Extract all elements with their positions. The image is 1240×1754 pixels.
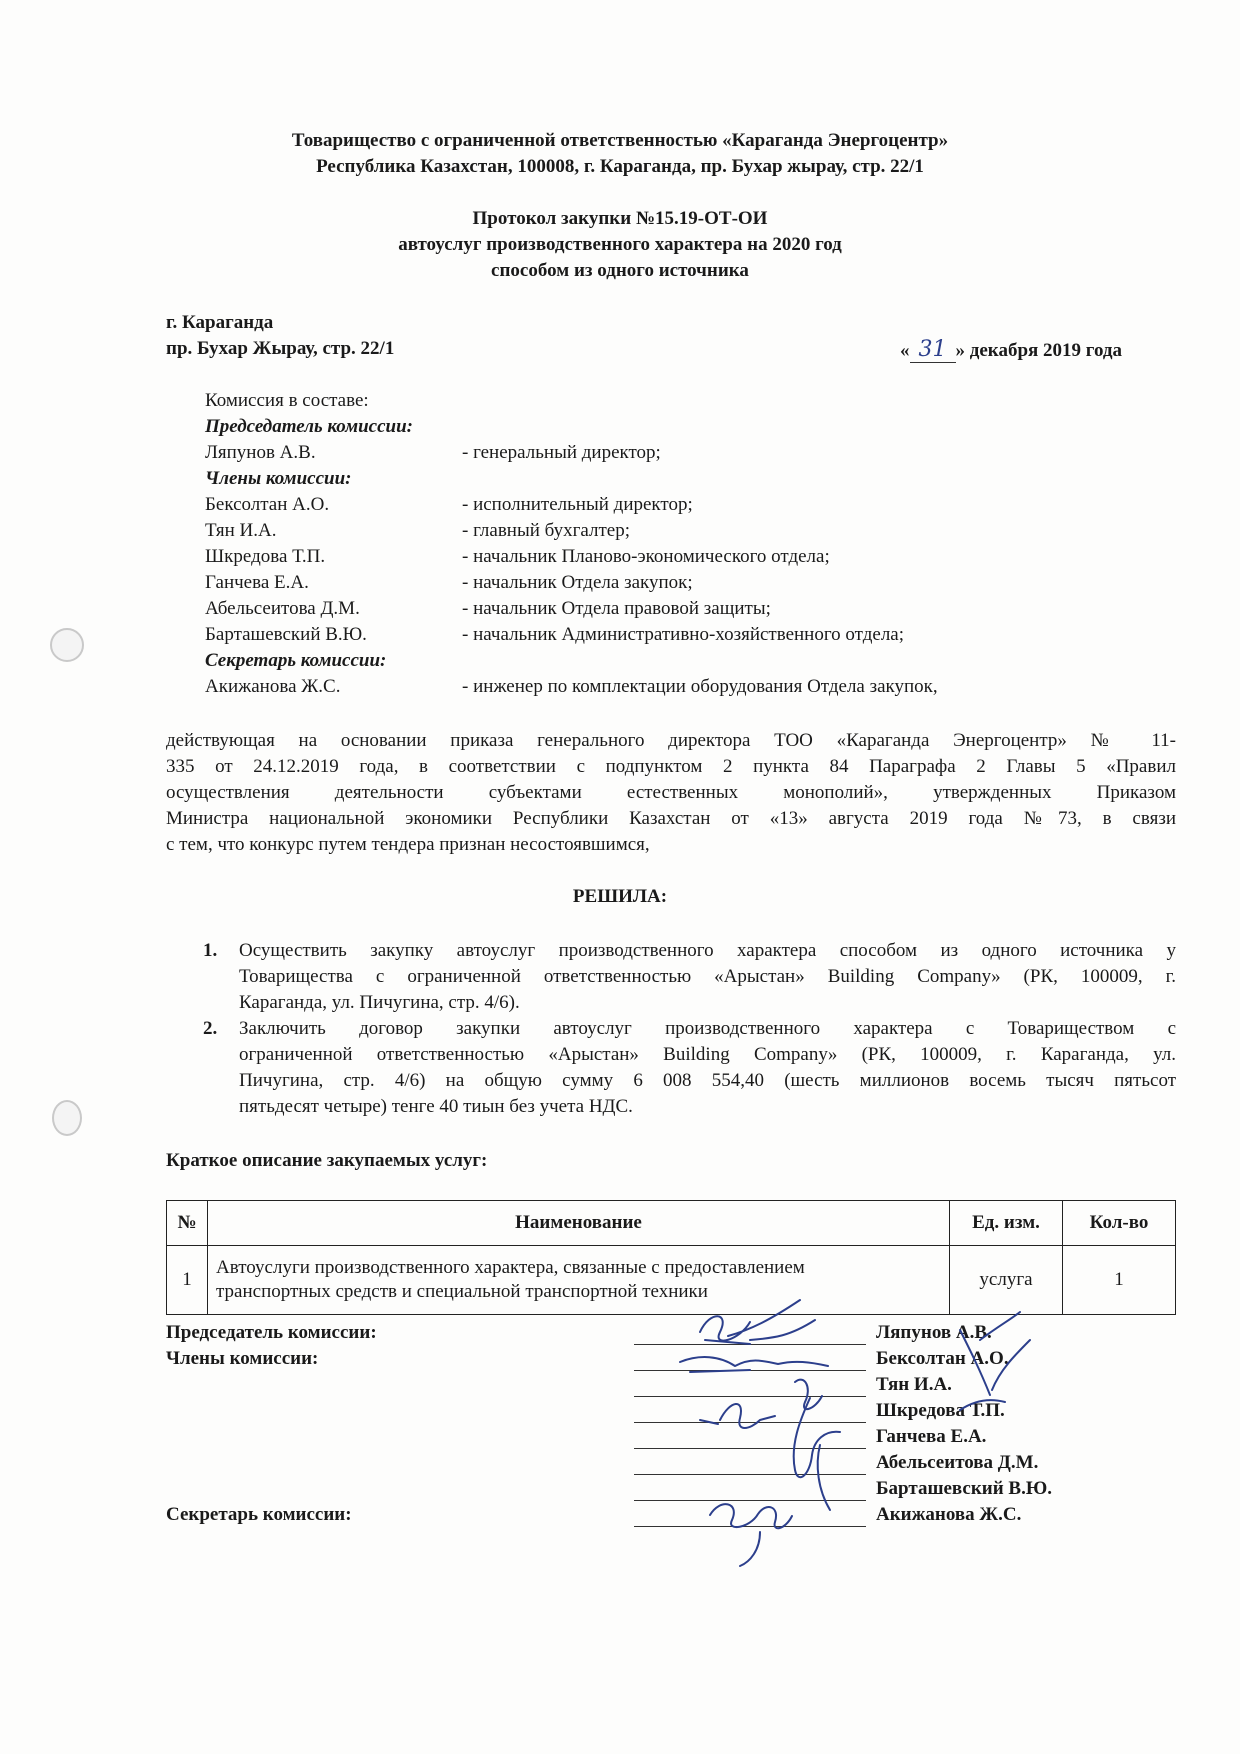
paragraph-line: 335 от 24.12.2019 года, в соответствии с подпунктом 2 пункта 84 Параграфа 2 Главы 5 «Правил — [166, 756, 1176, 777]
member-position: - главный бухгалтер; — [462, 520, 630, 541]
paragraph-line: действующая на основании приказа генерального директора ТОО «Караганда Энергоцентр» № 11- — [166, 730, 1176, 751]
signer-name: Ганчева Е.А. — [876, 1426, 987, 1447]
member-position: - инженер по комплектации оборудования Отдела закупок, — [462, 676, 938, 697]
sign-secretary-label: Секретарь комиссии: — [166, 1504, 352, 1525]
signer-name: Акижанова Ж.С. — [876, 1504, 1022, 1525]
signature-secretary — [710, 1504, 792, 1566]
signer-name: Барташевский В.Ю. — [876, 1478, 1053, 1499]
decision-line: Товарищества с ограниченной ответственностью «Арыстан» Building Company» (РК, 100009, г. — [239, 966, 1176, 987]
member-name: Тян И.А. — [205, 520, 277, 541]
place-street: пр. Бухар Жырау, стр. 22/1 — [166, 338, 395, 359]
column-header-name: Наименование — [208, 1201, 950, 1246]
table-header-row — [167, 1201, 1176, 1246]
member-name: Абельсеитова Д.М. — [205, 598, 360, 619]
decision-number: 2. — [203, 1018, 218, 1039]
column-header-number: № — [167, 1201, 208, 1246]
paragraph-line: осуществления деятельности субъектами естественных монополий», утвержденных Приказом — [166, 782, 1176, 803]
members-label: Члены комиссии: — [205, 468, 352, 489]
member-position: - начальник Отдела правовой защиты; — [462, 598, 771, 619]
paragraph-line: Министра национальной экономики Республики Казахстан от «13» августа 2019 года №73, в связи — [166, 808, 1176, 829]
cell-number: 1 — [167, 1246, 208, 1315]
member-position: - начальник Административно-хозяйственного отдела; — [462, 624, 905, 645]
member-name: Ляпунов А.В. — [205, 442, 316, 463]
member-position: - начальник Отдела закупок; — [462, 572, 693, 593]
cell-qty: 1 — [1063, 1246, 1176, 1315]
signature-member-5 — [818, 1445, 830, 1510]
handwritten-signatures — [600, 1270, 1120, 1570]
decision-heading: РЕШИЛА: — [572, 886, 668, 907]
commission-intro: Комиссия в составе: — [205, 390, 369, 411]
services-heading: Краткое описание закупаемых услуг: — [166, 1150, 488, 1171]
sign-chair-label: Председатель комиссии: — [166, 1322, 377, 1343]
column-header-qty: Кол-во — [1063, 1201, 1176, 1246]
signature-side — [960, 1312, 1030, 1410]
decision-line: пятьдесят четыре) тенге 40 тиын без учета НДС. — [239, 1096, 633, 1117]
signature-member-1 — [680, 1357, 828, 1372]
sign-members-label: Члены комиссии: — [166, 1348, 319, 1369]
punch-hole-upper — [50, 628, 84, 662]
signature-member-3 — [700, 1404, 775, 1428]
place-city: г. Караганда — [166, 312, 274, 333]
protocol-subject: автоуслуг производственного характера на 2020 год — [398, 234, 842, 255]
decision-line: ограниченной ответственностью «Арыстан» Building Company» (РК, 100009, г. Караганда, ул. — [239, 1044, 1176, 1065]
decision-line: Пичугина, стр. 4/6) на общую сумму 6 008 554,40 (шесть миллионов восемь тысяч пятьсот — [239, 1070, 1176, 1091]
member-name: Бексолтан А.О. — [205, 494, 330, 515]
member-position: - начальник Планово-экономического отдела; — [462, 546, 830, 567]
paragraph-line: с тем, что конкурс путем тендера признан несостоявшимся, — [166, 834, 650, 855]
signature-member-2 — [795, 1380, 822, 1409]
company-name: Товарищество с ограниченной ответственностью «Караганда Энергоцентр» — [291, 130, 949, 151]
signature-chair — [700, 1300, 815, 1344]
member-name: Ганчева Е.А. — [205, 572, 309, 593]
member-name: Акижанова Ж.С. — [205, 676, 341, 697]
basis-paragraph — [166, 728, 1176, 858]
decision-number: 1. — [203, 940, 218, 961]
protocol-title: Протокол закупки №15.19-ОТ-ОИ — [472, 208, 768, 229]
signer-name: Тян И.А. — [876, 1374, 952, 1395]
punch-hole-lower — [52, 1100, 82, 1136]
member-name: Шкредова Т.П. — [205, 546, 326, 567]
cell-name-line: транспортных средств и специальной транспортной техники — [216, 1281, 708, 1302]
chair-label: Председатель комиссии: — [205, 416, 413, 437]
signer-name: Абельсеитова Д.М. — [876, 1452, 1039, 1473]
date-rest: » декабря 2019 года — [955, 340, 1123, 361]
member-position: - генеральный директор; — [462, 442, 661, 463]
cell-name-line: Автоуслуги производственного характера, связанные с предоставлением — [216, 1257, 805, 1278]
company-address: Республика Казахстан, 100008, г. Караганда, пр. Бухар жырау, стр. 22/1 — [316, 156, 924, 177]
protocol-date — [900, 337, 1122, 363]
protocol-method: способом из одного источника — [491, 260, 749, 281]
signer-name: Ляпунов А.В. — [876, 1322, 992, 1343]
member-position: - исполнительный директор; — [462, 494, 693, 515]
column-header-unit: Ед. изм. — [950, 1201, 1063, 1246]
decision-line: Караганда, ул. Пичугина, стр. 4/6). — [239, 992, 520, 1013]
member-name: Барташевский В.Ю. — [205, 624, 367, 645]
cell-unit: услуга — [950, 1246, 1063, 1315]
decision-line: Осуществить закупку автоуслуг производственного характера способом из одного источника у — [239, 940, 1176, 961]
signer-name: Шкредова Т.П. — [876, 1400, 1005, 1421]
date-open-quote: « — [900, 340, 910, 361]
date-day-handwritten: 31 — [910, 337, 956, 363]
signer-name: Бексолтан А.О. — [876, 1348, 1009, 1369]
decision-line: Заключить договор закупки автоуслуг производственного характера с Товариществом с — [239, 1018, 1176, 1039]
secretary-label: Секретарь комиссии: — [205, 650, 387, 671]
